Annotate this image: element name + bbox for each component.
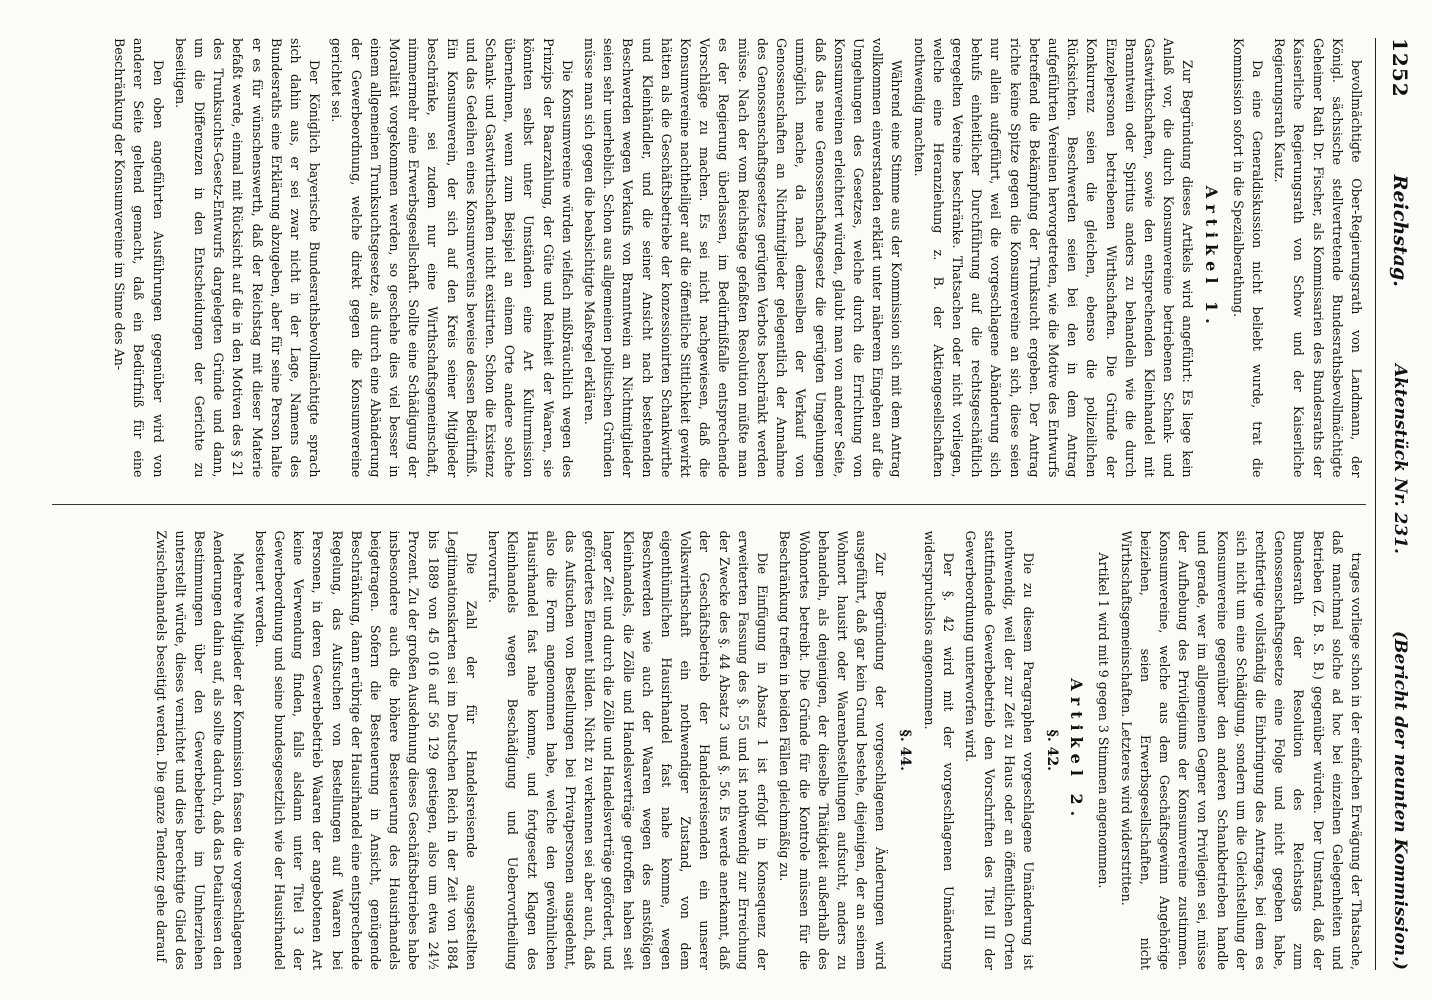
column-divider — [52, 504, 1366, 505]
column-right — [52, 531, 1366, 971]
paragraph: Der §. 42 wird mit der vorgeschlagenen Umänderung widerspruchslos angenommen. — [921, 530, 956, 970]
column-left — [52, 38, 1366, 478]
paragraph: Die zu diesem Paragraphen vorgeschlagene Umänderung ist nothwendig, weil der zur Zeit zu Haus oder an öffentlichen Orten stattfindende Gewerbebetrieb den Vorschriften des Titel III der Gewerbeordnung unterworfen wird. — [963, 530, 1036, 970]
paragraph-number: §. 44. — [896, 729, 913, 771]
paragraph: Die Zahl der für Handelsreisende ausgestellten Legitimationskarten sei im Deutschen Reich in der Zeit von 1884 bis 1889 von 45 016 auf 56 129 gestiegen, also um etwa 24½ Prozent. Zu der großen Ausdehnung dieses Geschäftsbetriebes habe insbesondere auch die höhere Besteuerung des Hausirhandels beigetragen. Sofern die Besteuerung in Ansicht, genügende Beschränkung, dann erübrige der Hausirhandel eine entsprechende Regelung, das Aufsuchen von Bestellungen auf Waaren bei Personen, in deren Gewerbebetrieb Waaren der angebotenen Art keine Verwendung finden, falls alsdann unter Titel 3 der Gewerbeordnung und seine bundesgesetzlich wie der Hausirhandel besteuert werden. — [252, 530, 480, 970]
section-heading: Artikel 1. — [1201, 185, 1221, 330]
paragraph: Den oben angeführten Ausführungen gegenüber wird von anderer Seite geltend gemacht, daß ein Bedürfniß für eine Beschränkung der Konsumvereine im Sinne des An- — [112, 38, 166, 478]
header-title: Reichstag. — [1389, 174, 1411, 287]
page-number: 1252 — [1388, 38, 1412, 98]
paragraph: Der Königlich bayerische Bundesrathsbevollmächtigte sprach sich dahin aus, er sei zwar nicht in der Lage, Namens des Bundesraths eine Erklärung abzugeben, aber für seine Person halte er es für wünschenswerth, daß der Reichstag mit dieser Materie befaßt werde, einmal mit Rücksicht auf die in den Motiven des § 21 des Trunksuchts-Gesetz-Entwurfs dargelegten Gründe und dann, um die Differenzen in den Entscheidungen der Gerichte zu beseitigen. — [172, 38, 323, 478]
header-report: (Bericht der neunten Kommission.) — [1390, 631, 1410, 970]
paragraph: Da eine Generaldiskussion nicht beliebt wurde, trat die Kommission sofort in die Spezialberathung. — [1230, 38, 1265, 478]
paragraph: Die Einfügung in Absatz 1 ist erfolgt in Konsequenz der erweiterten Fassung des §. 55 und ist nothwendig zur Erreichung der Zwecke des §. 44 Absatz 3 und §. 56. Es werde anerkannt, daß der Geschäftsbetrieb der Handelsreisenden ein unserer Volkswirthschaft ein nothwendiger Zustand, von dem eigenthümlichen Hausirhandel fast nahe komme, wegen Beschwerden wie auch der Waaren wegen des anstößigen Kleinhandels, die Zölle und Handelsverträge getroffen haben seit langer Zeit und durch die Zölle und Handelsverträge gefördert, und gefördertes Element bilden. Nicht zu verkennen sei aber auch, daß das Aufsuchen von Bestellungen bei Privatpersonen ausgedehnt, also die Form angenommen habe, welche den gewöhnlichen Hausirhandel fast nahe komme, und fortgesetzt Klagen des Kleinhandels wegen Beschädigung und Uebervortheilung hervorrufe. — [486, 530, 771, 970]
header-subtitle: Aktenstück Nr. 231. — [1390, 363, 1410, 554]
paragraph-number: §. 42. — [1043, 729, 1060, 771]
paragraph: Artikel 1 wird mit 9 gegen 3 Stimmen angenommen. — [1096, 552, 1112, 889]
paragraph: bevollmächtigte Ober-Regierungsrath von Landmann, der Königl. sächsische stellvertretende Bundesrathsbevollmächtigte Geheimer Rath Dr. Fischer, als Kommissarien des Bundesraths der Kaiserliche Regierungsrath von Schow und der Kaiserliche Regierungsrath Kautz. — [1272, 38, 1364, 478]
paragraph: Mehrere Mitglieder der Kommission fassen die vorgeschlagenen Aenderungen dahin auf, als sollte dadurch, daß das Detailreisen den Bestimmungen über den Gewerbebetrieb im Umherziehen unterstellt würde, dieses vernichtet und dies berechtigte Glied des Zwischenhandels beseitigt werden. Die ganze Tendenz gehe darauf — [153, 530, 246, 970]
paragraph: Zur Begründung dieses Artikels wird angeführt: Es liege kein Anlaß vor, die durch Konsumvereine betriebenen Schank- und Gastwirthschaften, sowie den entsprechenden Kleinhandel mit Branntwein oder Spiritus anders zu behandeln wie die durch Einzelpersonen betriebenen Wirthschaften. Die Gründe der Konkurrenz seien die gleichen, ebenso die polizeilichen Rücksichten. Beschwerden seien bei den in dem Antrag aufgeführten Vereinen hervorgetreten, wie die Motive des Entwurfs betreffend die Bekämpfung der Trunksucht ergeben. Der Antrag richte keine Spitze gegen die Konsumvereine an sich, diese seien nur allein aufgeführt, weil die vorgeschlagene Abänderung sich behufs einheitlicher Durchführung auf die rechtsgeschäftlich geregelten Vereine beschränke. Thatsachen oder nicht vorliegen, welche eine Heranziehung z. B. der Aktiengesellschaften nothwendig machten. — [911, 38, 1196, 478]
text-columns — [52, 38, 1366, 970]
paragraph: Während eine Stimme aus der Kommission sich mit dem Antrag vollkommen einverstanden erklärt unter näherem Eingehen auf die Umgehungen des Gesetzes, welche durch die Errichtung von Konsumvereinen erleichtert würden, glaubt man von anderer Seite, daß das neue Genossenschaftsgesetz die gerügten Umgehungen unmöglich mache, da nach demselben der Verkauf von Genossenschaften an Nichtmitglieder gelegentlich der Annahme des Genossenschaftsgesetzes gerügten Verbots beschränkt werden müsse. Nach der vom Reichstage gefaßten Resolution müßte man es der Regierung überlassen, im Bedürfnißfalle entsprechende Vorschläge zu machen. Es sei nicht nachgewiesen, daß die Konsumvereine nachtheiliger auf die öffentliche Sittlichkeit gewirkt hätten als die Geschäftsbetriebe der konzessionirten Schankwirthe und Kleinhändler, und die seiner Ansicht nach bestehenden Beschwerden wegen Verkaufs von Branntwein an Nichtmitglieder seien sehr unerheblich. Schon aus allgemeinen politischen Gründen müsse man sich gegen die beabsichtigte Maßregel erklären. — [582, 38, 905, 478]
paragraph: Zur Begründung der vorgeschlagenen Änderungen wird ausgeführt, daß gar kein Grund bestehe, diejenigen, der an seinem Wohnort hausirt oder Waarenbestellungen aufsucht, anders zu behandeln, als denjenigen, der dieselbe Thätigkeit außerhalb des Wohnortes betreibt. Die Gründe für die Kontrole müssen für die Beschränkung treffen in beiden Fällen gleichmäßig zu. — [777, 530, 889, 970]
paragraph: trages vorliege schon in der einfachen Erwägung der Thatsache, daß manchmal solche ad hoc bei einzelnen Gelegenheiten und Betrieben (Z. B. S. B.) gegenüber würden. Der Umstand, daß der Bundesrath der Resolution des Reichstags zum Genossenschaftsgesetze eine Folge und nicht gegeben habe, rechtfertige vollständig die Einbringung des Antrages, bei dem es sich nicht um eine Schädigung, sondern um die Gleichstellung der Konsumvereine gegenüber den anderen Schankbetrieben handle und gerade, wer im allgemeinen Gegner von Privilegien sei, müsse der Aufhebung des Privilegiums der Konsumvereine zustimmen. Konsumvereine, welche aus dem Geschäftsgewinn Angehörige beiziehen, seien Erwerbsgesellschaften, nicht Wirthschaftsgemeinschaften. Letzteres wird widerstritten. — [1118, 530, 1364, 970]
paragraph: Die Konsumvereine würden vielfach mißbräuchlich wegen des Prinzips der Baarzahlung, der Güte und Reinheit der Waaren, sie könnten selbst unter Umständen eine Art Kulturmission übernehmen, wenn zum Beispiel an einem Orte andere solche Schank- und Gastwirthschaften nicht existirten. Schon die Existenz und das Gedeihen eines Konsumvereins beweise dessen Bedürfniß. Ein Konsumverein, der sich auf den Kreis seiner Mitglieder beschränke, sei zudem nur eine Wirthschaftsgemeinschaft, nimmermehr eine Erwerbsgesellschaft. Sollte eine Schädigung der Moralität vorgekommen werden, so geschehe dies viel besser in einem allgemeinen Trunksuchtsgesetze, als durch eine Abänderung der Gewerbeordnung, welche direkt gegen die Konsumvereine gerichtet sei. — [329, 38, 575, 478]
page-header — [1375, 38, 1424, 970]
section-heading: Artikel 2. — [1067, 678, 1087, 823]
